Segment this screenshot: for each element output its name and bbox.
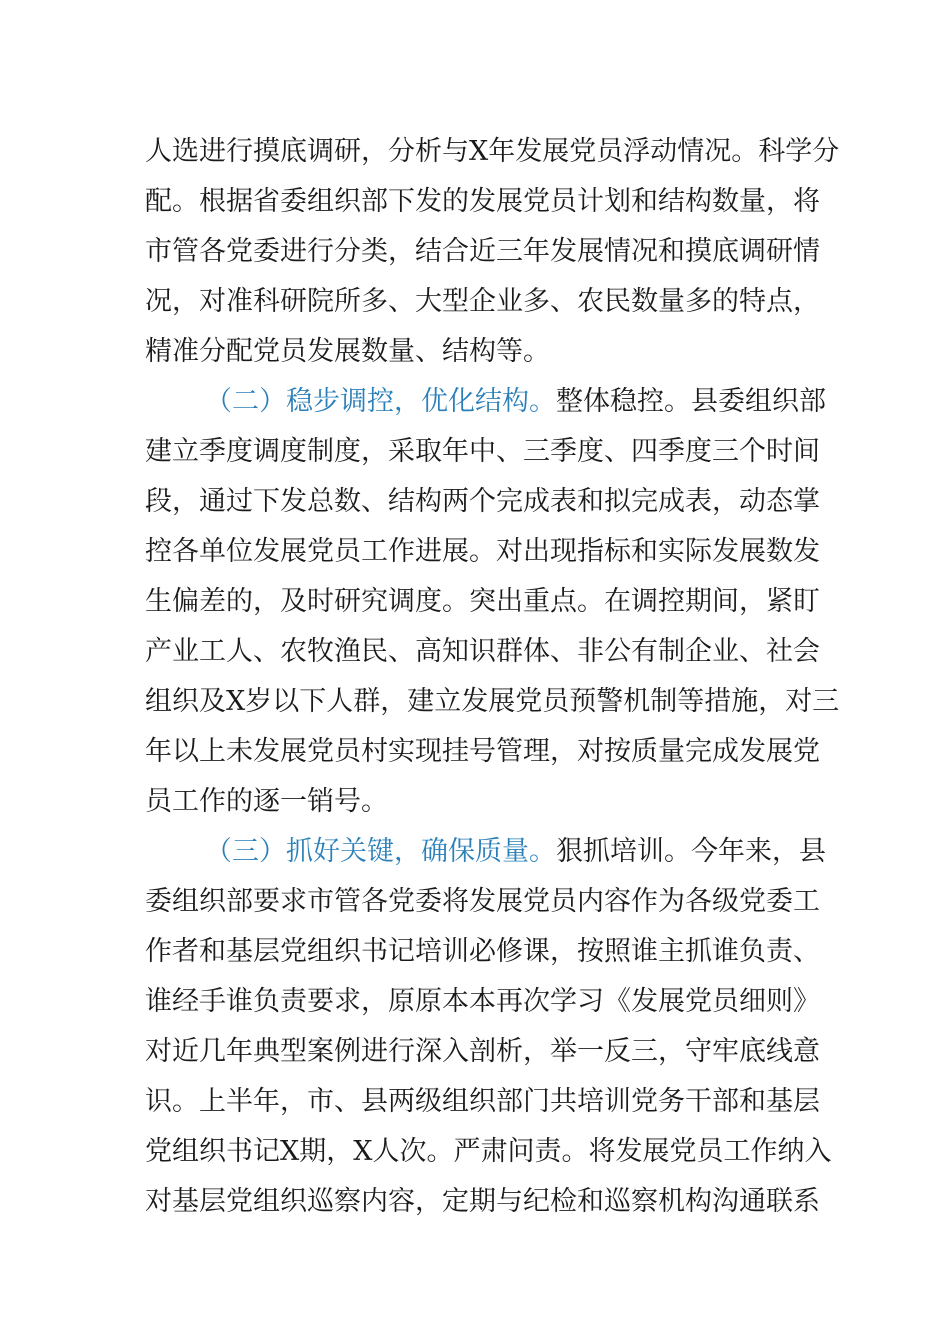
body-line: 况，对准科研院所多、大型企业多、农民数量多的特点， <box>145 286 820 317</box>
section-heading-3: （三）抓好关键，确保质量。 <box>205 836 556 867</box>
body-text: 狠抓培训。今年来，县 <box>556 836 826 867</box>
body-text: 整体稳控。县委组织部 <box>556 386 826 417</box>
body-line: 建立季度调度制度，采取年中、三季度、四季度三个时间 <box>145 436 820 467</box>
document-body <box>145 127 840 1227</box>
body-line: 年以上未发展党员村实现挂号管理，对按质量完成发展党 <box>145 736 820 767</box>
body-line: 精准分配党员发展数量、结构等。 <box>145 336 550 367</box>
body-line: 组织及X岁以下人群，建立发展党员预警机制等措施，对三 <box>145 686 840 717</box>
body-line: 谁经手谁负责要求，原原本本再次学习《发展党员细则》 <box>145 986 820 1017</box>
body-line: 生偏差的，及时研究调度。突出重点。在调控期间，紧盯 <box>145 586 820 617</box>
body-line: 作者和基层党组织书记培训必修课，按照谁主抓谁负责、 <box>145 936 820 967</box>
section-heading-2: （二）稳步调控，优化结构。 <box>205 386 556 417</box>
body-line: 对近几年典型案例进行深入剖析，举一反三，守牢底线意 <box>145 1036 820 1067</box>
body-line: 党组织书记X期，X人次。严肃问责。将发展党员工作纳入 <box>145 1136 832 1167</box>
section-heading-line <box>145 827 826 877</box>
section-heading-line <box>145 377 826 427</box>
body-line: 识。上半年，市、县两级组织部门共培训党务干部和基层 <box>145 1086 820 1117</box>
body-line: 对基层党组织巡察内容，定期与纪检和巡察机构沟通联系 <box>145 1186 820 1217</box>
body-line: 委组织部要求市管各党委将发展党员内容作为各级党委工 <box>145 886 820 917</box>
body-line: 市管各党委进行分类，结合近三年发展情况和摸底调研情 <box>145 236 820 267</box>
body-line: 产业工人、农牧渔民、高知识群体、非公有制企业、社会 <box>145 636 820 667</box>
body-line: 段，通过下发总数、结构两个完成表和拟完成表，动态掌 <box>145 486 820 517</box>
body-line: 配。根据省委组织部下发的发展党员计划和结构数量，将 <box>145 186 820 217</box>
body-line: 人选进行摸底调研，分析与X年发展党员浮动情况。科学分 <box>145 136 840 167</box>
body-line: 控各单位发展党员工作进展。对出现指标和实际发展数发 <box>145 536 820 567</box>
body-line: 员工作的逐一销号。 <box>145 786 388 817</box>
